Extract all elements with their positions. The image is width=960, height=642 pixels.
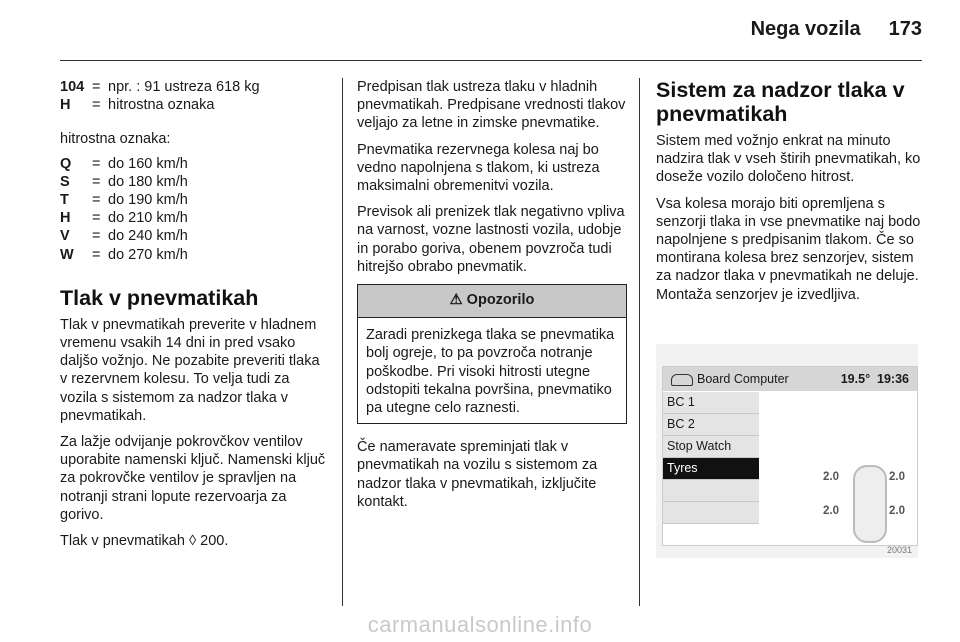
code-value: do 240 km/h (108, 228, 188, 245)
code-key: 104 (60, 79, 85, 95)
code-key: H (60, 97, 71, 114)
tyre-pressure-front-left: 2.0 (823, 471, 839, 483)
eq-sign: = (92, 246, 101, 263)
paragraph: Če nameravate spreminjati tlak v pnevmatikah na vozilu s sistemom za nadzor tlaka v pnevmatikah, izključite kontakt. (357, 439, 598, 510)
eq-sign: = (92, 97, 101, 114)
code-key: W (60, 246, 74, 263)
menu-item-empty (663, 480, 759, 502)
code-value: npr. : 91 ustreza 618 kg (108, 79, 260, 95)
speed-rating-label: hitrostna oznaka: (60, 131, 171, 148)
code-value: hitrostna oznaka (108, 97, 215, 114)
code-value: do 210 km/h (108, 210, 188, 227)
code-value: do 180 km/h (108, 173, 188, 190)
tyre-pressure-rear-right: 2.0 (889, 505, 905, 517)
display-panel (662, 366, 918, 546)
load-index-list (60, 78, 328, 114)
menu-item-empty (663, 502, 759, 524)
page-number: 173 (888, 18, 922, 40)
eq-sign: = (92, 79, 101, 95)
code-key: H (60, 210, 71, 227)
page-header (751, 18, 922, 41)
code-value: do 190 km/h (108, 192, 188, 209)
paragraph: Vsa kolesa morajo biti opremljena s senzorji tlaka in vse pnevmatike naj bodo napolnjene s predpisanim tlakom. Če so montirana kolesa brez senzorjev, sistem za nadzor tlaka v pnevmatikah ne deluje. Montaža senzorjev je izvedljiva. (656, 195, 921, 303)
column-2 (357, 78, 627, 519)
section-heading: Sistem za nadzor tlaka v pnevmatikah (656, 78, 905, 126)
code-value: do 160 km/h (108, 155, 188, 172)
display-menu (663, 392, 759, 524)
column-1 (60, 78, 328, 558)
display-screenshot (656, 344, 918, 558)
column-3 (656, 78, 922, 312)
paragraph: Tlak v pnevmatikah preverite v hladnem vremenu vsakih 14 dni in pred vsako daljšo vožnjo. Ne pozabite preveriti tlaka v rezervnem kolesu. To velja tudi za vozila s sistemom za nadzor tlaka v pnevmatikah. (60, 316, 320, 424)
code-value: do 270 km/h (108, 246, 188, 263)
watermark: carmanualsonline.info (367, 612, 593, 637)
paragraph: Za lažje odvijanje pokrovčkov ventilov uporabite namenski ključ. Namenski ključ za pokrovčke ventilov je spravljen na notranji strani lopute rezervoarja za gorivo. (60, 434, 326, 523)
warning-text: Zaradi prenizkega tlaka se pnevmatika bolj ogreje, to pa povzroča notranje poškodbe. Pri visoki hitrosti utegne odstopiti tekalna površina, pnevmatiko pa utegne celo raznesti. (366, 327, 615, 417)
section-heading: Tlak v pnevmatikah (60, 285, 259, 310)
header-rule (60, 60, 922, 61)
menu-item-tyres: Tyres (663, 458, 759, 480)
tyre-pressure-front-right: 2.0 (889, 471, 905, 483)
car-icon (671, 374, 693, 386)
eq-sign: = (92, 155, 101, 172)
menu-item-stop-watch: Stop Watch (663, 436, 759, 458)
display-title-bar (663, 367, 917, 391)
paragraph: Pnevmatika rezervnega kolesa naj bo vedno napolnjena s tlakom, ki ustreza maksimalni obremenitvi vozila. (357, 141, 600, 195)
eq-sign: = (92, 228, 101, 245)
paragraph: Predpisan tlak ustreza tlaku v hladnih pnevmatikah. Predpisane vrednosti tlakov veljajo za letne in zimske pnevmatike. (357, 79, 626, 132)
car-outline-icon (853, 465, 887, 543)
code-key: Q (60, 155, 72, 172)
code-key: V (60, 228, 70, 245)
speed-rating-list (60, 155, 328, 264)
temperature: 19.5° (840, 372, 871, 386)
warning-title: ⚠ Opozorilo (358, 285, 626, 318)
display-title: Board Computer (697, 372, 789, 386)
code-key: S (60, 173, 70, 190)
paragraph: Previsok ali prenizek tlak negativno vpliva na varnost, vozne lastnosti vozila, udobje in porabo goriva, obenem povzroča tudi hitrejšo obrabo pnevmatik. (357, 204, 625, 275)
column-divider (639, 78, 640, 606)
paragraph: Sistem med vožnjo enkrat na minuto nadzira tlak v vseh štirih pnevmatikah, ko doseže vozilo določeno hitrost. (656, 133, 921, 186)
eq-sign: = (92, 173, 101, 190)
code-key: T (60, 192, 69, 209)
section-title: Nega vozila (750, 18, 861, 40)
eq-sign: = (92, 192, 101, 209)
warning-box (357, 284, 627, 424)
tyre-pressure-rear-left: 2.0 (823, 505, 839, 517)
eq-sign: = (92, 210, 101, 227)
cross-reference: Tlak v pnevmatikah ◊ 200. (60, 533, 229, 550)
menu-item-bc2: BC 2 (663, 414, 759, 436)
display-status (841, 372, 909, 386)
menu-item-bc1: BC 1 (663, 392, 759, 414)
clock: 19:36 (877, 372, 909, 386)
image-number: 20031 (886, 545, 912, 555)
column-divider (342, 78, 343, 606)
